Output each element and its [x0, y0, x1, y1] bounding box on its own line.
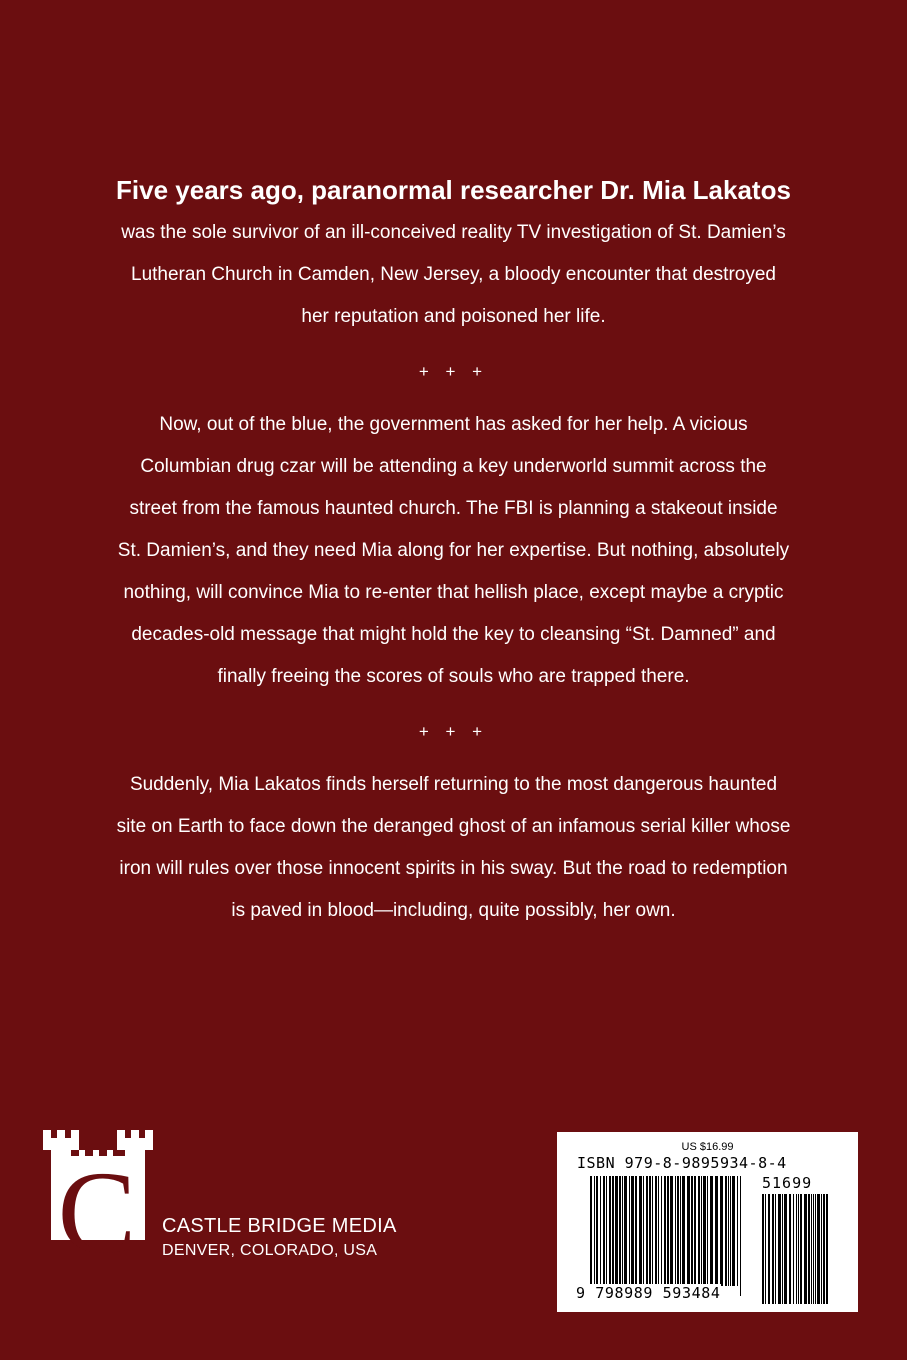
barcode-bar — [707, 1176, 708, 1286]
logo-letter: C — [57, 1147, 137, 1260]
blurb-line: Suddenly, Mia Lakatos finds herself returning to the most dangerous haunted — [129, 774, 778, 795]
barcode-bar — [732, 1176, 735, 1286]
barcode-bar — [694, 1176, 696, 1286]
barcode-bar — [710, 1176, 713, 1286]
barcode-bar — [728, 1176, 729, 1286]
barcode-bar — [682, 1176, 685, 1286]
barcode-bar — [815, 1194, 816, 1304]
barcode-bar — [600, 1176, 601, 1286]
barcode-bar — [609, 1176, 611, 1286]
barcode-bar — [664, 1176, 666, 1296]
barcode-bar — [730, 1176, 731, 1286]
barcode-bar — [789, 1194, 791, 1304]
publisher-name: CASTLE BRIDGE MEDIA — [162, 1215, 397, 1237]
barcode-bar — [646, 1176, 648, 1286]
barcode-box — [557, 1132, 858, 1312]
barcode-bar — [629, 1176, 630, 1286]
barcode-bar — [715, 1176, 718, 1286]
blurb-lead: Five years ago, paranormal researcher Dr. Mia Lakatos — [116, 175, 791, 205]
barcode-bar — [606, 1176, 607, 1286]
blurb-line: street from the famous haunted church. The FBI is planning a stakeout inside — [129, 498, 778, 519]
barcode-bar — [778, 1194, 781, 1304]
blurb-line: her reputation and poisoned her life. — [301, 306, 606, 327]
barcode-bar — [622, 1176, 623, 1286]
barcode-bar — [687, 1176, 690, 1286]
barcode-bar — [765, 1194, 766, 1304]
barcode-bar — [631, 1176, 634, 1286]
barcode-bar — [782, 1194, 783, 1304]
barcode-bar — [680, 1176, 681, 1286]
section-divider: + + + — [418, 362, 489, 381]
blurb-line: is paved in blood—including, quite possibly, her own. — [231, 900, 676, 921]
barcode-bar — [826, 1194, 828, 1304]
barcode-bar — [615, 1176, 618, 1286]
blurb-line: iron will rules over those innocent spirits in his sway. But the road to redemption — [119, 858, 788, 879]
blurb-paragraph-3 — [60, 764, 847, 932]
barcode-bar — [698, 1176, 700, 1286]
barcode-bar — [667, 1176, 669, 1296]
blurb-line: St. Damien’s, and they need Mia along for her expertise. But nothing, absolutely — [117, 540, 790, 561]
barcode-bar — [624, 1176, 627, 1286]
barcode-bar — [808, 1194, 810, 1304]
blurb-line: Columbian drug czar will be attending a key underworld summit across the — [140, 456, 767, 477]
barcode-bar — [775, 1194, 776, 1304]
barcode-bar — [701, 1176, 702, 1286]
ean13-number: 9 798989 593484 — [576, 1284, 721, 1302]
blurb-line: finally freeing the scores of souls who are trapped there. — [217, 666, 690, 687]
barcode-bar — [800, 1194, 802, 1304]
blurb-line: was the sole survivor of an ill-conceived reality TV investigation of St. Damien’s — [121, 222, 786, 243]
barcode-bar — [796, 1194, 797, 1304]
barcode-bar — [821, 1194, 822, 1304]
blurb-line: nothing, will convince Mia to re-enter that hellish place, except maybe a cryptic — [123, 582, 784, 603]
barcode-bar — [804, 1194, 807, 1304]
addon-number: 51699 — [762, 1174, 813, 1192]
barcode-bar — [772, 1194, 774, 1304]
barcode-bar — [725, 1176, 727, 1286]
barcode-bar — [740, 1176, 741, 1296]
barcode-bar — [823, 1194, 825, 1304]
publisher-location: DENVER, COLORADO, USA — [162, 1242, 378, 1259]
barcode-bar — [643, 1176, 644, 1286]
barcode-bar — [603, 1176, 605, 1286]
blurb-line: decades-old message that might hold the key to cleansing “St. Damned” and — [131, 624, 776, 645]
barcode-bar — [649, 1176, 651, 1286]
blurb-line: Lutheran Church in Camden, New Jersey, a bloody encounter that destroyed — [131, 264, 776, 285]
barcode-bar — [612, 1176, 614, 1286]
blurb-paragraph-1 — [60, 212, 847, 338]
barcode-bar — [691, 1176, 693, 1286]
barcode-bar — [675, 1176, 676, 1286]
barcode-bar — [658, 1176, 659, 1286]
barcode-bar — [655, 1176, 657, 1286]
barcode-bar — [590, 1176, 592, 1296]
barcode-bar — [594, 1176, 595, 1286]
barcode-bar — [762, 1194, 764, 1304]
price-label: US $16.99 — [681, 1141, 734, 1153]
blurb-paragraph-2 — [60, 404, 847, 698]
barcode-bar — [652, 1176, 653, 1286]
barcode-bar — [817, 1194, 820, 1304]
back-cover-blurb — [60, 168, 847, 932]
barcode-bar — [670, 1176, 673, 1286]
section-divider: + + + — [418, 722, 489, 741]
blurb-line: Now, out of the blue, the government has asked for her help. A vicious — [159, 414, 748, 435]
castle-c-logo-icon — [43, 1130, 153, 1260]
barcode-bar — [677, 1176, 679, 1286]
blurb-line: site on Earth to face down the deranged ghost of an infamous serial killer whose — [116, 816, 791, 837]
barcode-bar — [661, 1176, 662, 1286]
barcode-bar — [798, 1194, 799, 1304]
barcode-bar — [639, 1176, 642, 1286]
barcode-bar — [619, 1176, 621, 1286]
isbn-label: ISBN 979-8-9895934-8-4 — [577, 1154, 787, 1172]
barcode-bar — [811, 1194, 812, 1304]
barcode-bar — [813, 1194, 814, 1304]
barcode-bar — [793, 1194, 794, 1304]
barcode-bar — [703, 1176, 706, 1286]
barcode-bar — [635, 1176, 637, 1286]
barcode-bar — [720, 1176, 723, 1286]
barcode-bar — [784, 1194, 787, 1304]
barcode-bar — [596, 1176, 598, 1286]
barcode-bar — [768, 1194, 770, 1304]
barcode-bar — [737, 1176, 738, 1286]
